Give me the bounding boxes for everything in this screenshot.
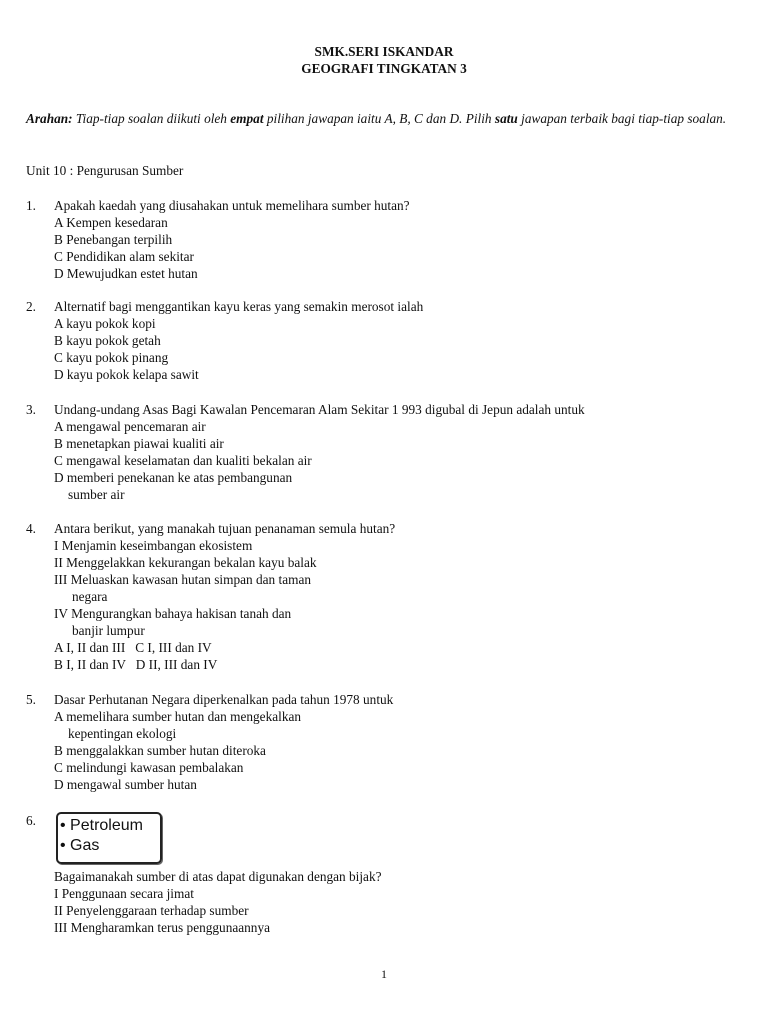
item-ii: II Menggelakkan kekurangan bekalan kayu balak [54, 555, 317, 570]
question-stem: Apakah kaedah yang diusahakan untuk memelihara sumber hutan? [54, 198, 410, 213]
answer-row-2: B I, II dan IV D II, III dan IV [54, 657, 218, 672]
option-c: C melindungi kawasan pembalakan [54, 760, 244, 775]
instructions-bold-empat: empat [230, 111, 264, 126]
instructions-text-3: jawapan terbaik bagi tiap-tiap soalan. [517, 111, 727, 126]
question-number: 1. [26, 198, 36, 213]
option-d: D memberi penekanan ke atas pembangunan [54, 470, 293, 485]
page-number: 1 [381, 967, 387, 981]
option-d: D mengawal sumber hutan [54, 777, 197, 792]
question-number: 3. [26, 402, 36, 417]
question-number: 2. [26, 299, 36, 314]
item-iv-continuation: banjir lumpur [72, 623, 145, 638]
option-b: B Penebangan terpilih [54, 232, 173, 247]
option-d-continuation: sumber air [68, 487, 125, 502]
instructions [26, 110, 742, 127]
instructions-bold-satu: satu [494, 111, 518, 126]
unit-title: Unit 10 : Pengurusan Sumber [26, 163, 184, 178]
option-b: B menetapkan piawai kualiti air [54, 436, 224, 451]
question-number: 4. [26, 521, 36, 536]
question-stem: Bagaimanakah sumber di atas dapat digunakan dengan bijak? [54, 869, 382, 884]
option-c: C Pendidikan alam sekitar [54, 249, 194, 264]
question-6 [26, 812, 742, 936]
resource-box [56, 812, 162, 864]
item-iii-continuation: negara [72, 589, 108, 604]
option-b: B menggalakkan sumber hutan diteroka [54, 743, 266, 758]
question-number: 5. [26, 692, 36, 707]
option-a: A mengawal pencemaran air [54, 419, 206, 434]
option-a-continuation: kepentingan ekologi [68, 726, 177, 741]
option-d: D kayu pokok kelapa sawit [54, 367, 199, 382]
question-2 [26, 298, 742, 383]
resource-petroleum: • Petroleum [60, 817, 143, 834]
item-iv: IV Mengurangkan bahaya hakisan tanah dan [54, 606, 292, 621]
option-a: A Kempen kesedaran [54, 215, 168, 230]
question-stem: Undang-undang Asas Bagi Kawalan Pencemaran Alam Sekitar 1 993 digubal di Jepun adalah untuk [54, 402, 585, 417]
option-d: D Mewujudkan estet hutan [54, 266, 198, 281]
option-c: C mengawal keselamatan dan kualiti bekalan air [54, 453, 312, 468]
document-header [0, 43, 768, 77]
option-c: C kayu pokok pinang [54, 350, 169, 365]
question-3 [26, 401, 742, 503]
item-iii: III Meluaskan kawasan hutan simpan dan taman [54, 572, 311, 587]
item-iii: III Mengharamkan terus penggunaannya [54, 920, 270, 935]
option-a: A kayu pokok kopi [54, 316, 156, 331]
answer-row-1: A I, II dan III C I, III dan IV [54, 640, 212, 655]
subject-title: GEOGRAFI TINGKATAN 3 [301, 61, 467, 76]
question-stem: Alternatif bagi menggantikan kayu keras yang semakin merosot ialah [54, 299, 424, 314]
option-a: A memelihara sumber hutan dan mengekalkan [54, 709, 302, 724]
question-5 [26, 691, 742, 793]
question-4 [26, 520, 742, 673]
item-i: I Menjamin keseimbangan ekosistem [54, 538, 253, 553]
item-ii: II Penyelenggaraan terhadap sumber [54, 903, 249, 918]
option-b: B kayu pokok getah [54, 333, 161, 348]
question-stem: Dasar Perhutanan Negara diperkenalkan pada tahun 1978 untuk [54, 692, 394, 707]
instructions-text-2: pilihan jawapan iaitu A, B, C dan D. Pilih [263, 111, 495, 126]
school-name: SMK.SERI ISKANDAR [314, 44, 454, 59]
resource-gas: • Gas [60, 837, 100, 854]
instructions-label: Arahan: [26, 111, 73, 126]
question-1 [26, 197, 742, 282]
question-stem: Antara berikut, yang manakah tujuan penanaman semula hutan? [54, 521, 396, 536]
instructions-text-1: Tiap-tiap soalan diikuti oleh [72, 111, 231, 126]
item-i: I Penggunaan secara jimat [54, 886, 194, 901]
question-number: 6. [26, 813, 36, 828]
